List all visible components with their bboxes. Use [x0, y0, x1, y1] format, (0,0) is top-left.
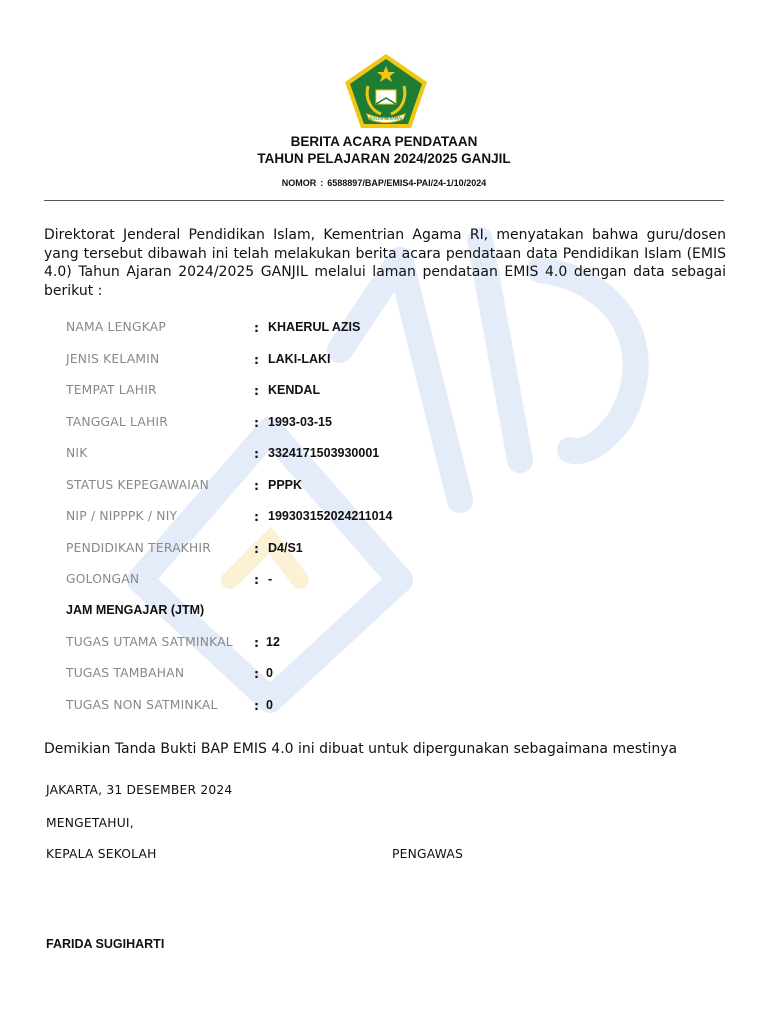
field-label: GOLONGAN — [66, 572, 140, 586]
field-value: 12 — [266, 635, 280, 649]
place-date: JAKARTA, 31 DESEMBER 2024 — [46, 783, 233, 797]
field-colon: : — [254, 478, 259, 493]
field-row-golongan — [66, 572, 726, 592]
field-label: TANGGAL LAHIR — [66, 415, 168, 429]
field-value: PPPK — [268, 478, 303, 492]
field-label: NIK — [66, 446, 88, 460]
field-label: PENDIDIKAN TERAKHIR — [66, 541, 211, 555]
jtm-row-tugas-tambahan — [66, 666, 726, 686]
field-value: 3324171503930001 — [268, 446, 380, 460]
mengetahui-label: MENGETAHUI, — [46, 816, 134, 830]
pengawas-label: PENGAWAS — [392, 847, 463, 861]
field-value: 1993-03-15 — [268, 415, 332, 429]
nomor-separator: : — [320, 178, 324, 188]
field-row-tanggal-lahir — [66, 415, 726, 435]
field-label: TUGAS TAMBAHAN — [66, 666, 185, 680]
field-colon: : — [254, 698, 259, 713]
field-label: NAMA LENGKAP — [66, 320, 166, 334]
field-value: 199303152024211014 — [268, 509, 393, 523]
field-row-pendidikan — [66, 541, 726, 561]
field-value: KENDAL — [268, 383, 321, 397]
jtm-row-tugas-utama — [66, 635, 726, 655]
field-value: KHAERUL AZIS — [268, 320, 361, 334]
field-label: JENIS KELAMIN — [66, 352, 160, 366]
field-colon: : — [254, 415, 259, 430]
field-value: LAKI-LAKI — [268, 352, 331, 366]
field-row-tempat-lahir — [66, 383, 726, 403]
signer-name: FARIDA SUGIHARTI — [46, 937, 165, 951]
field-colon: : — [254, 383, 259, 398]
field-value: - — [268, 572, 273, 586]
field-label: TUGAS UTAMA SATMINKAL — [66, 635, 233, 649]
field-colon: : — [254, 572, 259, 587]
field-row-nip — [66, 509, 726, 529]
field-colon: : — [254, 352, 259, 367]
field-value: 0 — [266, 666, 273, 680]
field-label: STATUS KEPEGAWAIAN — [66, 478, 210, 492]
document-subtitle: TAHUN PELAJARAN 2024/2025 GANJIL — [257, 151, 511, 166]
emblem-motto: IKHLAS BERAMAL — [368, 116, 404, 121]
field-label: NIP / NIPPPK / NIY — [66, 509, 178, 523]
field-colon: : — [254, 320, 259, 335]
field-row-status-kepegawaian — [66, 478, 726, 498]
jtm-row-tugas-non-satminkal — [66, 698, 726, 718]
field-value: 0 — [266, 698, 273, 712]
kementerian-agama-emblem-icon — [343, 52, 429, 130]
kepala-sekolah-label: KEPALA SEKOLAH — [46, 847, 157, 861]
nomor-label: NOMOR — [281, 178, 317, 188]
field-row-nik — [66, 446, 726, 466]
closing-statement: Demikian Tanda Bukti BAP EMIS 4.0 ini dibuat untuk dipergunakan sebagaimana mestinya — [44, 741, 678, 757]
field-label: TUGAS NON SATMINKAL — [66, 698, 218, 712]
field-colon: : — [254, 509, 259, 524]
field-colon: : — [254, 635, 259, 650]
nomor-value: 6588897/BAP/EMIS4-PAI/24-1/10/2024 — [327, 178, 487, 188]
field-row-nama — [66, 320, 726, 340]
jtm-heading: JAM MENGAJAR (JTM) — [66, 603, 205, 617]
field-colon: : — [254, 541, 259, 556]
document-title: BERITA ACARA PENDATAAN — [290, 134, 478, 149]
field-label: TEMPAT LAHIR — [66, 383, 157, 397]
field-row-jenis-kelamin — [66, 352, 726, 372]
field-colon: : — [254, 666, 259, 681]
intro-paragraph: Direktorat Jenderal Pendidikan Islam, Kementrian Agama RI, menyatakan bahwa guru/dosen yang tersebut dibawah ini telah melakukan berita acara pendataan data Pendidikan Islam (EMIS 4.0) Tahun Ajaran 2024/2025 GANJIL melalui laman pendataan EMIS 4.0 dengan data sebagai berikut : — [44, 227, 726, 299]
field-colon: : — [254, 446, 259, 461]
document-number — [0, 178, 768, 188]
header-divider — [44, 200, 724, 201]
field-value: D4/S1 — [268, 541, 303, 555]
